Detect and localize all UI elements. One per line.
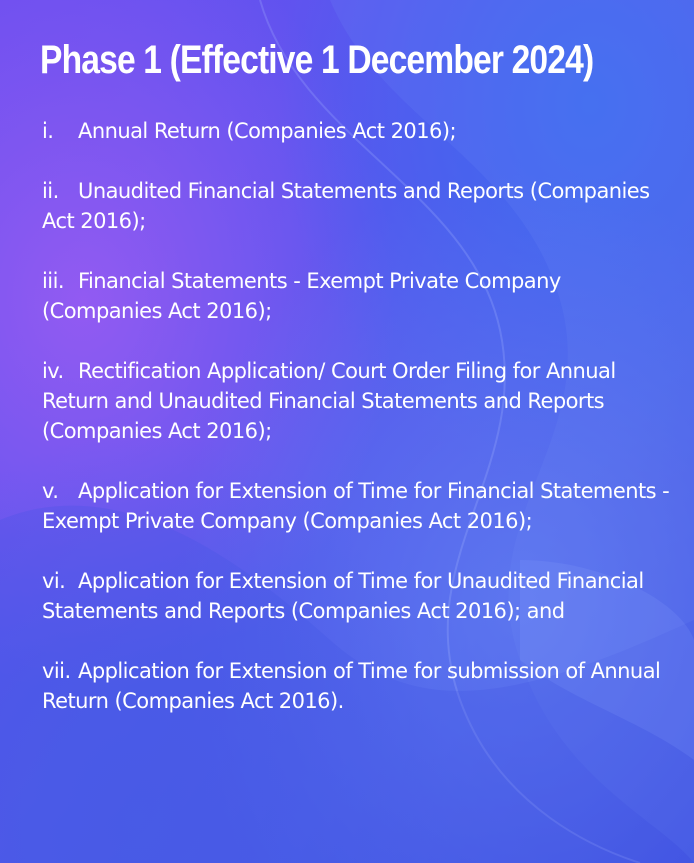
- list-item: [42, 656, 682, 716]
- item-text: Annual Return (Companies Act 2016);: [78, 119, 456, 143]
- item-text: Application for Extension of Time for Financial Statements - Exempt Private Company (Companies Act 2016);: [42, 479, 670, 533]
- item-text: Application for Extension of Time for submission of Annual Return (Companies Act 2016).: [42, 659, 661, 713]
- list-item: [42, 116, 682, 146]
- item-number: vii.: [42, 659, 71, 683]
- item-number: v.: [42, 479, 59, 503]
- phase-items-list: [42, 116, 682, 746]
- item-number: i.: [42, 119, 54, 143]
- list-item: [42, 476, 682, 536]
- item-text: Financial Statements - Exempt Private Company (Companies Act 2016);: [42, 269, 561, 323]
- item-number: iv.: [42, 359, 64, 383]
- list-item: [42, 566, 682, 626]
- item-number: ii.: [42, 179, 59, 203]
- list-item: [42, 266, 682, 326]
- item-text: Unaudited Financial Statements and Reports (Companies Act 2016);: [42, 179, 650, 233]
- item-text: Application for Extension of Time for Unaudited Financial Statements and Reports (Companies Act 2016); and: [42, 569, 644, 623]
- item-number: vi.: [42, 569, 66, 593]
- list-item: [42, 356, 682, 446]
- item-number: iii.: [42, 269, 64, 293]
- page-title: Phase 1 (Effective 1 December 2024): [40, 38, 594, 82]
- list-item: [42, 176, 682, 236]
- item-text: Rectification Application/ Court Order Filing for Annual Return and Unaudited Financial Statements and Reports (Companies Act 2016);: [42, 359, 616, 443]
